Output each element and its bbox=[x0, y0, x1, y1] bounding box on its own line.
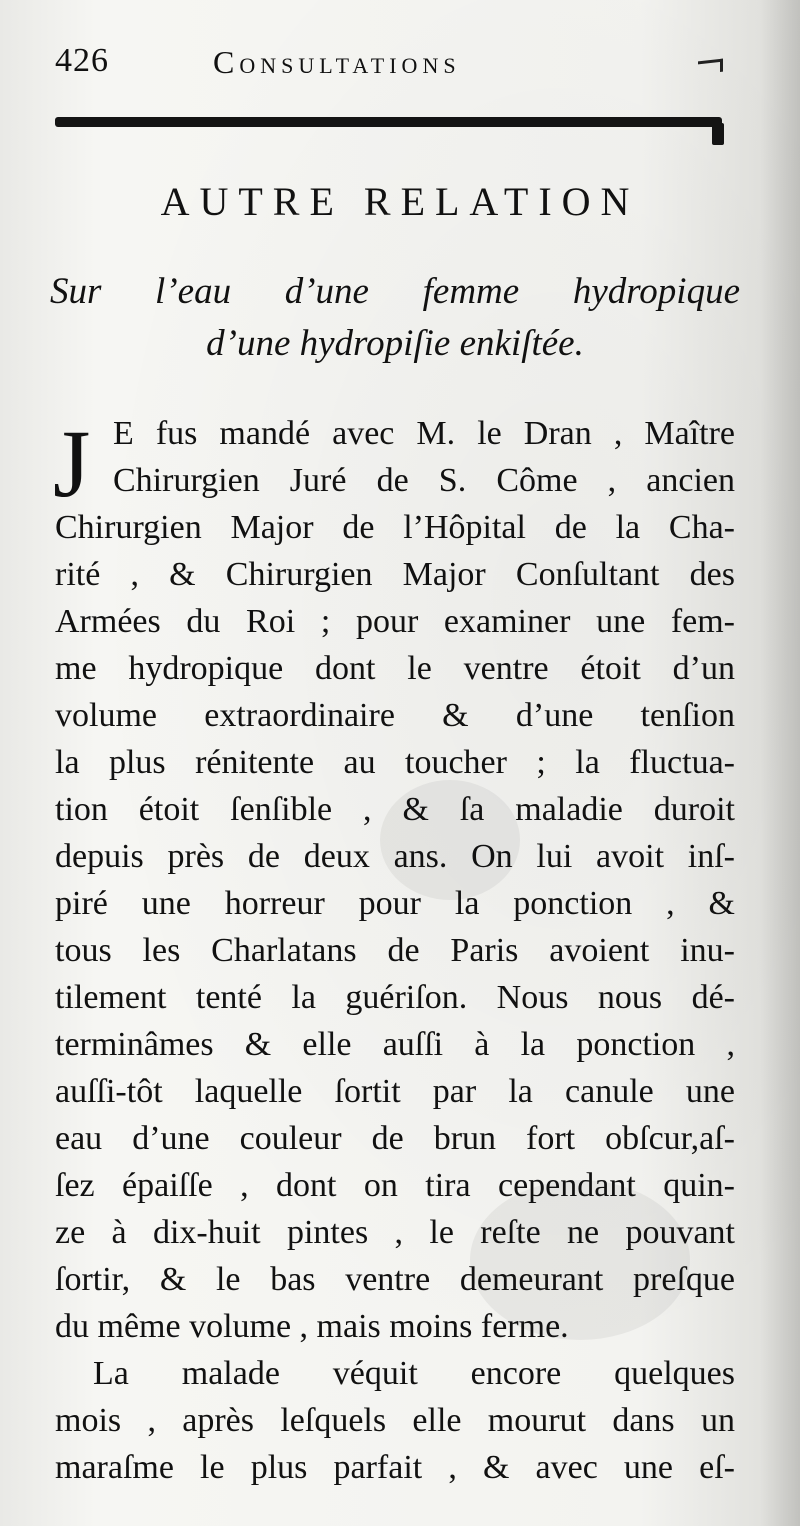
text-line: rité , & Chirurgien Major Conſultant des bbox=[55, 556, 735, 593]
text-line: tion étoit ſenſible , & ſa maladie duroit bbox=[55, 791, 735, 828]
text-line: La malade véquit encore quelques bbox=[93, 1355, 735, 1392]
section-title: AUTRE RELATION bbox=[160, 179, 640, 224]
text-line: la plus rénitente au toucher ; la fluctua- bbox=[55, 744, 735, 781]
text-line: terminâmes & elle auſſi à la ponction , bbox=[55, 1026, 735, 1063]
page-gutter-shadow bbox=[760, 0, 800, 1526]
section-subtitle bbox=[50, 266, 740, 370]
text-line: tous les Charlatans de Paris avoient inu- bbox=[55, 932, 735, 969]
corner-mark bbox=[698, 59, 723, 75]
text-line: Chirurgien Juré de S. Côme , ancien bbox=[113, 462, 735, 499]
header-rule-end bbox=[712, 123, 724, 145]
text-line: eau d’une couleur de brun fort obſcur,aſ- bbox=[55, 1120, 735, 1157]
page-header bbox=[55, 40, 725, 90]
body-text bbox=[55, 410, 735, 1491]
subtitle-line: Sur l’eau d’une femme hydropique bbox=[50, 271, 740, 312]
text-line: du même volume , mais moins ferme. bbox=[55, 1308, 569, 1345]
subtitle-line: d’une hydropiſie enkiſtée. bbox=[206, 323, 584, 364]
text-line: volume extraordinaire & d’une tenſion bbox=[55, 697, 735, 734]
text-line: ſortir, & le bas ventre demeurant preſque bbox=[55, 1261, 735, 1298]
text-line: Armées du Roi ; pour examiner une fem- bbox=[55, 603, 735, 640]
running-head: Consultations bbox=[213, 44, 461, 80]
text-line: me hydropique dont le ventre étoit d’un bbox=[55, 650, 735, 687]
text-line: mois , après leſquels elle mourut dans un bbox=[55, 1402, 735, 1439]
page-number: 426 bbox=[55, 42, 109, 79]
text-line: auſſi-tôt laquelle ſortit par la canule une bbox=[55, 1073, 735, 1110]
text-line: piré une horreur pour la ponction , & bbox=[55, 885, 735, 922]
text-line: Chirurgien Major de l’Hôpital de la Cha- bbox=[55, 509, 735, 546]
text-line: maraſme le plus parfait , & avec une eſ- bbox=[55, 1449, 735, 1486]
text-line: tilement tenté la guériſon. Nous nous dé- bbox=[55, 979, 735, 1016]
text-line: E fus mandé avec M. le Dran , Maître bbox=[113, 415, 735, 452]
text-line: ze à dix-huit pintes , le reſte ne pouvant bbox=[55, 1214, 735, 1251]
text-line: depuis près de deux ans. On lui avoit inſ- bbox=[55, 838, 735, 875]
drop-cap: J bbox=[53, 410, 91, 517]
text-line: ſez épaiſſe , dont on tira cependant quin- bbox=[55, 1167, 735, 1204]
header-rule bbox=[55, 117, 722, 127]
